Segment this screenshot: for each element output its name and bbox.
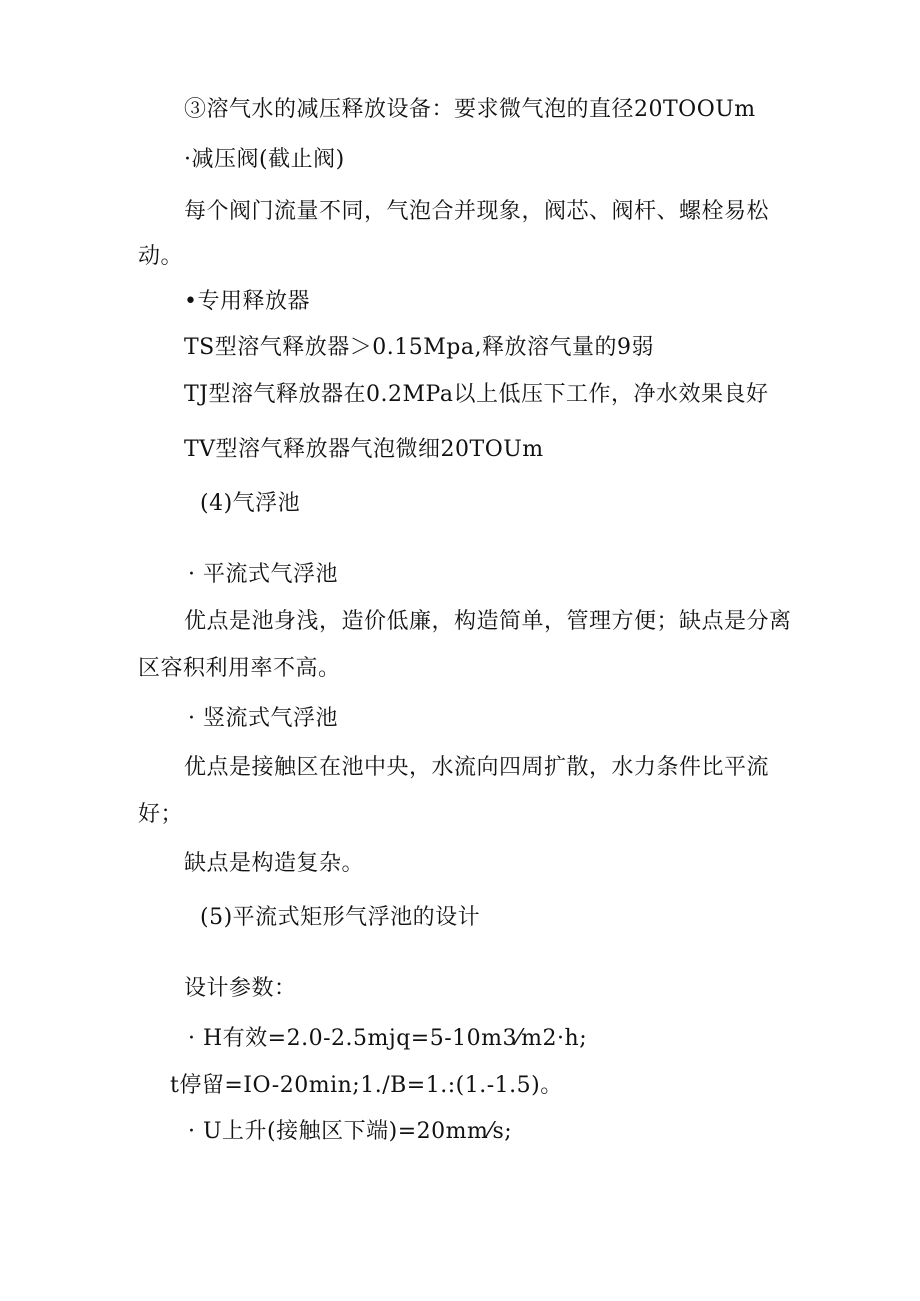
text-line: TV型溶气释放器气泡微细20TOUm (184, 437, 544, 462)
text-line: TJ型溶气释放器在0.2MPa以上低压下工作，净水效果良好 (184, 382, 769, 407)
text-line: 好； (138, 802, 184, 827)
text-line: ③溶气水的减压释放设备：要求微气泡的直径20TOOUm (184, 97, 756, 122)
bullet-item: · U上升(接触区下端)=20mm⁄s; (188, 1119, 513, 1144)
text-line: 优点是接触区在池中央，水流向四周扩散，水力条件比平流 (184, 755, 770, 780)
text-line: 设计参数： (184, 976, 297, 1001)
text-line: t停留=IO-20min;1./B=1.:(1.-1.5)。 (170, 1073, 563, 1098)
text-line: 区容积利用率不高。 (138, 656, 341, 681)
text-line: 优点是池身浅，造价低廉，构造简单，管理方便；缺点是分离 (184, 609, 792, 634)
bullet-item: · H有效=2.0-2.5mjq=5-10m3⁄m2·h; (188, 1026, 588, 1051)
text-line: ·减压阀(截止阀) (184, 147, 345, 172)
text-line: 缺点是构造复杂。 (184, 851, 365, 876)
bullet-item: · 竖流式气浮池 (188, 706, 338, 731)
text-line: 每个阀门流量不同，气泡合并现象，阀芯、阀杆、螺栓易松 (184, 199, 770, 224)
section-heading: (5)平流式矩形气浮池的设计 (200, 905, 481, 930)
bullet-item: · 平流式气浮池 (188, 562, 338, 587)
text-line: 动。 (138, 244, 184, 269)
section-heading: (4)气浮池 (200, 491, 301, 516)
text-line: TS型溶气释放器＞0.15Mpa,释放溶气量的9弱 (184, 335, 654, 360)
text-line: •专用释放器 (184, 289, 310, 314)
